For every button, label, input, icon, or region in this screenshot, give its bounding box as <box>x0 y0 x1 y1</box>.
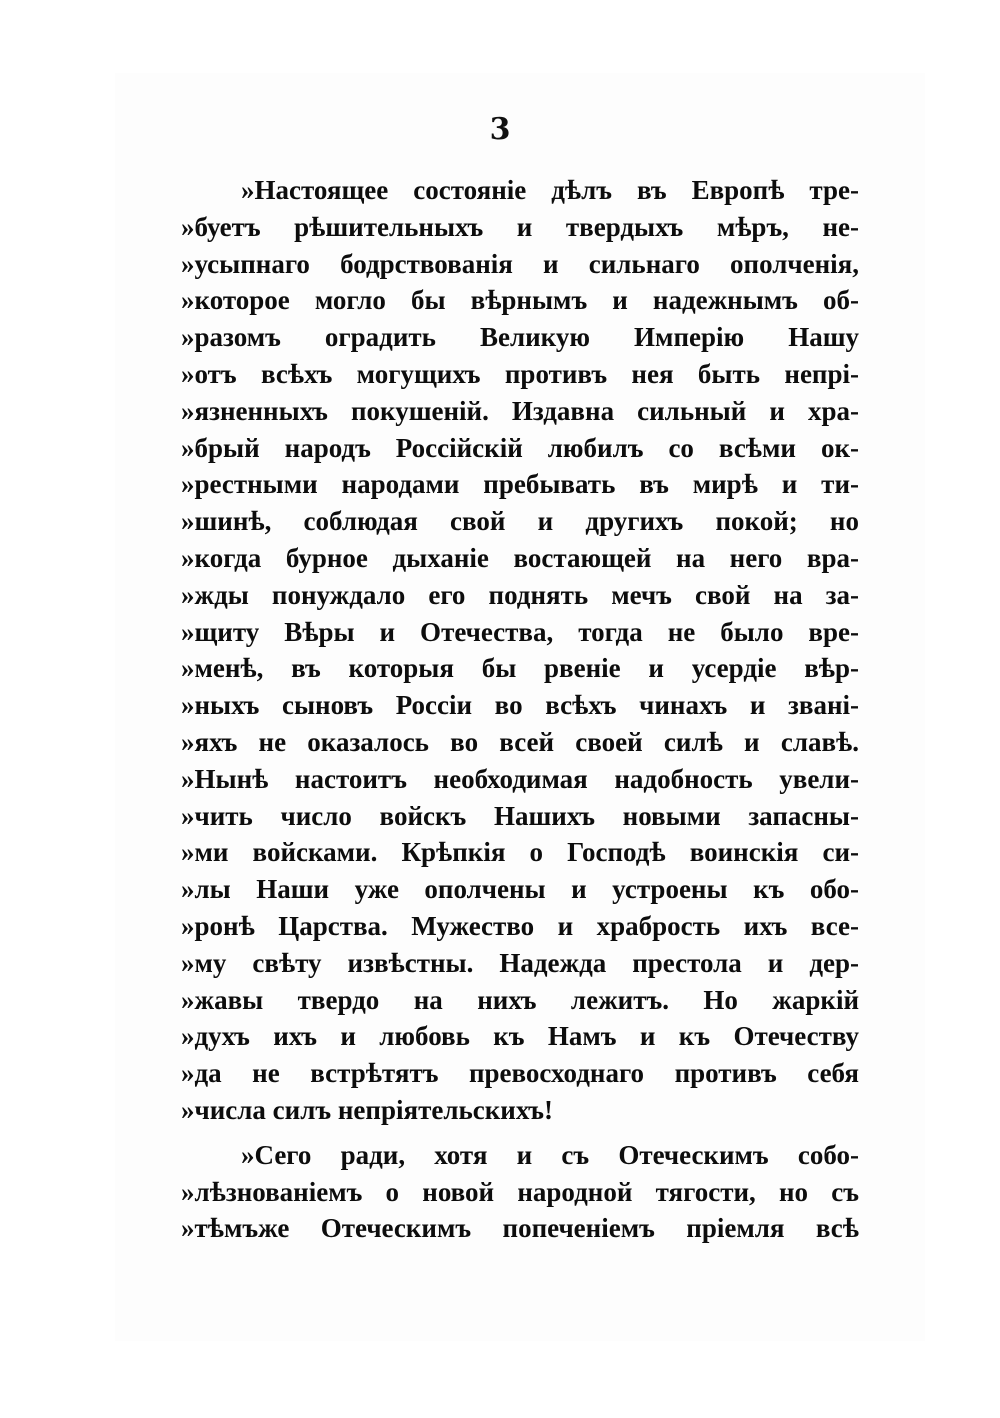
text-line: »разомъ оградить Великую Имперію Нашу <box>181 322 859 353</box>
page-number: 3 <box>489 112 511 147</box>
text-line: »тѣмъже Отеческимъ попеченіемъ пріемля всѣ <box>181 1213 859 1244</box>
text-line: »брый народъ Россійскій любилъ со всѣми ок- <box>181 432 859 463</box>
text-line: »буетъ рѣшительныхъ и твердыхъ мѣръ, не- <box>181 211 859 242</box>
text-line: »числа силъ непріятельскихъ! <box>181 1094 554 1125</box>
paragraph-2 <box>181 1137 859 1247</box>
text-line: »Нынѣ настоитъ необходимая надобность увели- <box>181 763 859 794</box>
text-line: »лы Наши уже ополчены и устроены къ обо- <box>181 874 859 905</box>
text-line: »которое могло бы вѣрнымъ и надежнымъ об- <box>181 285 859 316</box>
body-text <box>181 172 859 1247</box>
text-line: »рестными народами пребывать въ мирѣ и ти- <box>181 469 859 500</box>
text-line: »жавы твердо на нихъ лежитъ. Но жаркій <box>181 984 859 1015</box>
text-line: »ныхъ сыновъ Россіи во всѣхъ чинахъ и звані- <box>181 690 859 721</box>
text-line: »Сего ради, хотя и съ Отеческимъ собо- <box>241 1139 859 1170</box>
text-line: »ронѣ Царства. Мужество и храбрость ихъ все- <box>181 910 859 941</box>
text-line: »жды понуждало его поднять мечъ свой на за- <box>181 579 859 610</box>
text-line: »шинѣ, соблюдая свой и другихъ покой; но <box>181 506 859 537</box>
paragraph-1 <box>181 172 859 1129</box>
text-line: »яхъ не оказалось во всей своей силѣ и славѣ. <box>181 726 859 757</box>
text-line: »чить число войскъ Нашихъ новыми запасны- <box>181 800 859 831</box>
text-line: »ми войсками. Крѣпкія о Господѣ воинскія си- <box>181 837 859 868</box>
text-line: »язненныхъ покушеній. Издавна сильный и хра- <box>181 395 859 426</box>
text-line: »усыпнаго бодрствованія и сильнаго ополченія, <box>181 248 859 279</box>
text-line: »духъ ихъ и любовь къ Намъ и къ Отечеству <box>181 1021 859 1052</box>
text-line: »да не встрѣтятъ превосходнаго противъ себя <box>181 1058 859 1089</box>
text-line: »щиту Вѣры и Отечества, тогда не было вре- <box>181 616 859 647</box>
text-line: »лѣзнованіемъ о новой народной тягости, но съ <box>181 1176 859 1207</box>
text-line: »отъ всѣхъ могущихъ противъ нея быть непрі- <box>181 358 859 389</box>
text-line: »му свѣту извѣстны. Надежда престола и дер- <box>181 947 859 978</box>
text-line: »когда бурное дыханіе востающей на него вра- <box>181 542 859 573</box>
paragraph-gap <box>181 1129 859 1137</box>
text-line: »Настоящее состояніе дѣлъ въ Европѣ тре- <box>241 175 859 205</box>
text-line: »менѣ, въ которыя бы рвеніе и усердіе вѣр- <box>181 653 859 684</box>
